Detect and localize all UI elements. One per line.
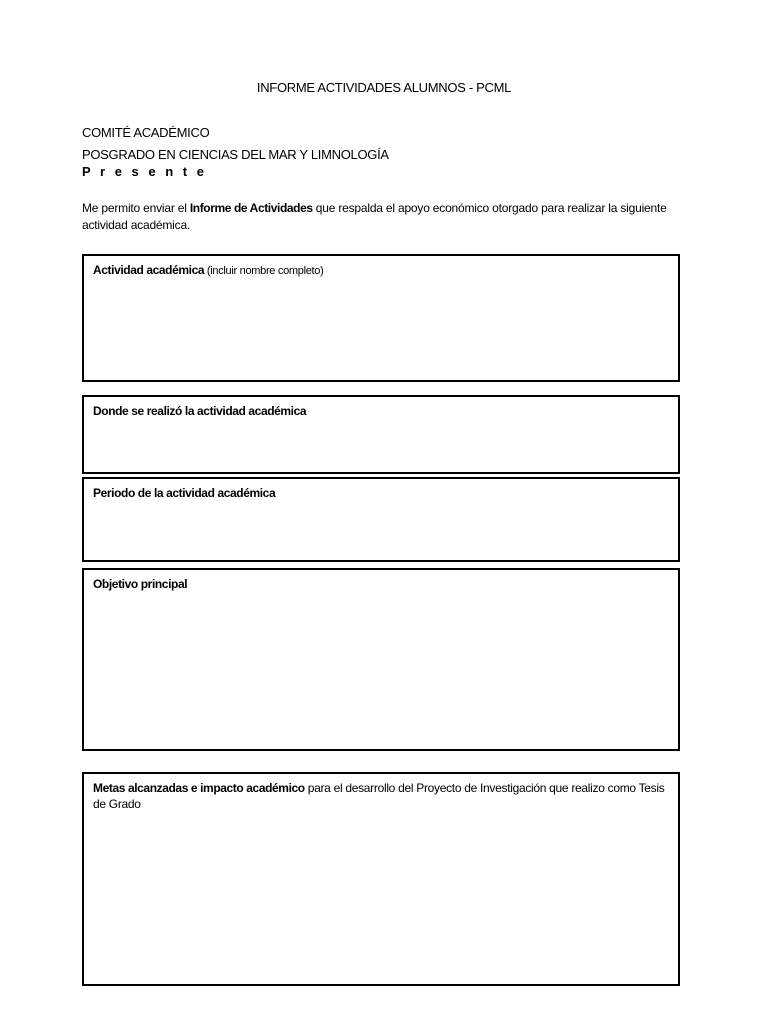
activity-field-label bbox=[93, 262, 669, 279]
activity-hint: (incluir nombre completo) bbox=[204, 265, 324, 277]
location-label: Donde se realizó la actividad académica bbox=[93, 404, 307, 418]
location-field-label bbox=[93, 403, 669, 419]
objective-field-label bbox=[93, 576, 669, 592]
intro-paragraph bbox=[82, 200, 702, 234]
addressee-committee: COMITÉ ACADÉMICO bbox=[82, 125, 210, 140]
period-field-label bbox=[93, 485, 669, 501]
addressee-program: POSGRADO EN CIENCIAS DEL MAR Y LIMNOLOGÍA bbox=[82, 147, 389, 162]
document-title: INFORME ACTIVIDADES ALUMNOS - PCML bbox=[256, 80, 512, 95]
location-field-box[interactable] bbox=[82, 395, 680, 474]
period-field-box[interactable] bbox=[82, 477, 680, 562]
goals-label: Metas alcanzadas e impacto académico bbox=[93, 781, 305, 795]
goals-hint: para el desarrollo del Proyecto de Investigación que realizo como Tesis de Grado bbox=[93, 781, 665, 811]
goals-field-box[interactable] bbox=[82, 772, 680, 986]
goals-field-label bbox=[93, 780, 669, 812]
period-label: Periodo de la actividad académica bbox=[93, 486, 276, 500]
activity-label: Actividad académica bbox=[93, 263, 205, 277]
activity-field-box[interactable] bbox=[82, 254, 680, 382]
objective-label: Objetivo principal bbox=[93, 577, 188, 591]
addressee-presente: P r e s e n t e bbox=[82, 164, 207, 179]
intro-bold-term: Informe de Actividades bbox=[189, 201, 313, 215]
objective-field-box[interactable] bbox=[82, 568, 680, 751]
intro-text-start: Me permito enviar el bbox=[82, 201, 190, 215]
intro-text-end: que respalda el apoyo económico otorgado para realizar la siguiente actividad académica. bbox=[82, 201, 667, 232]
